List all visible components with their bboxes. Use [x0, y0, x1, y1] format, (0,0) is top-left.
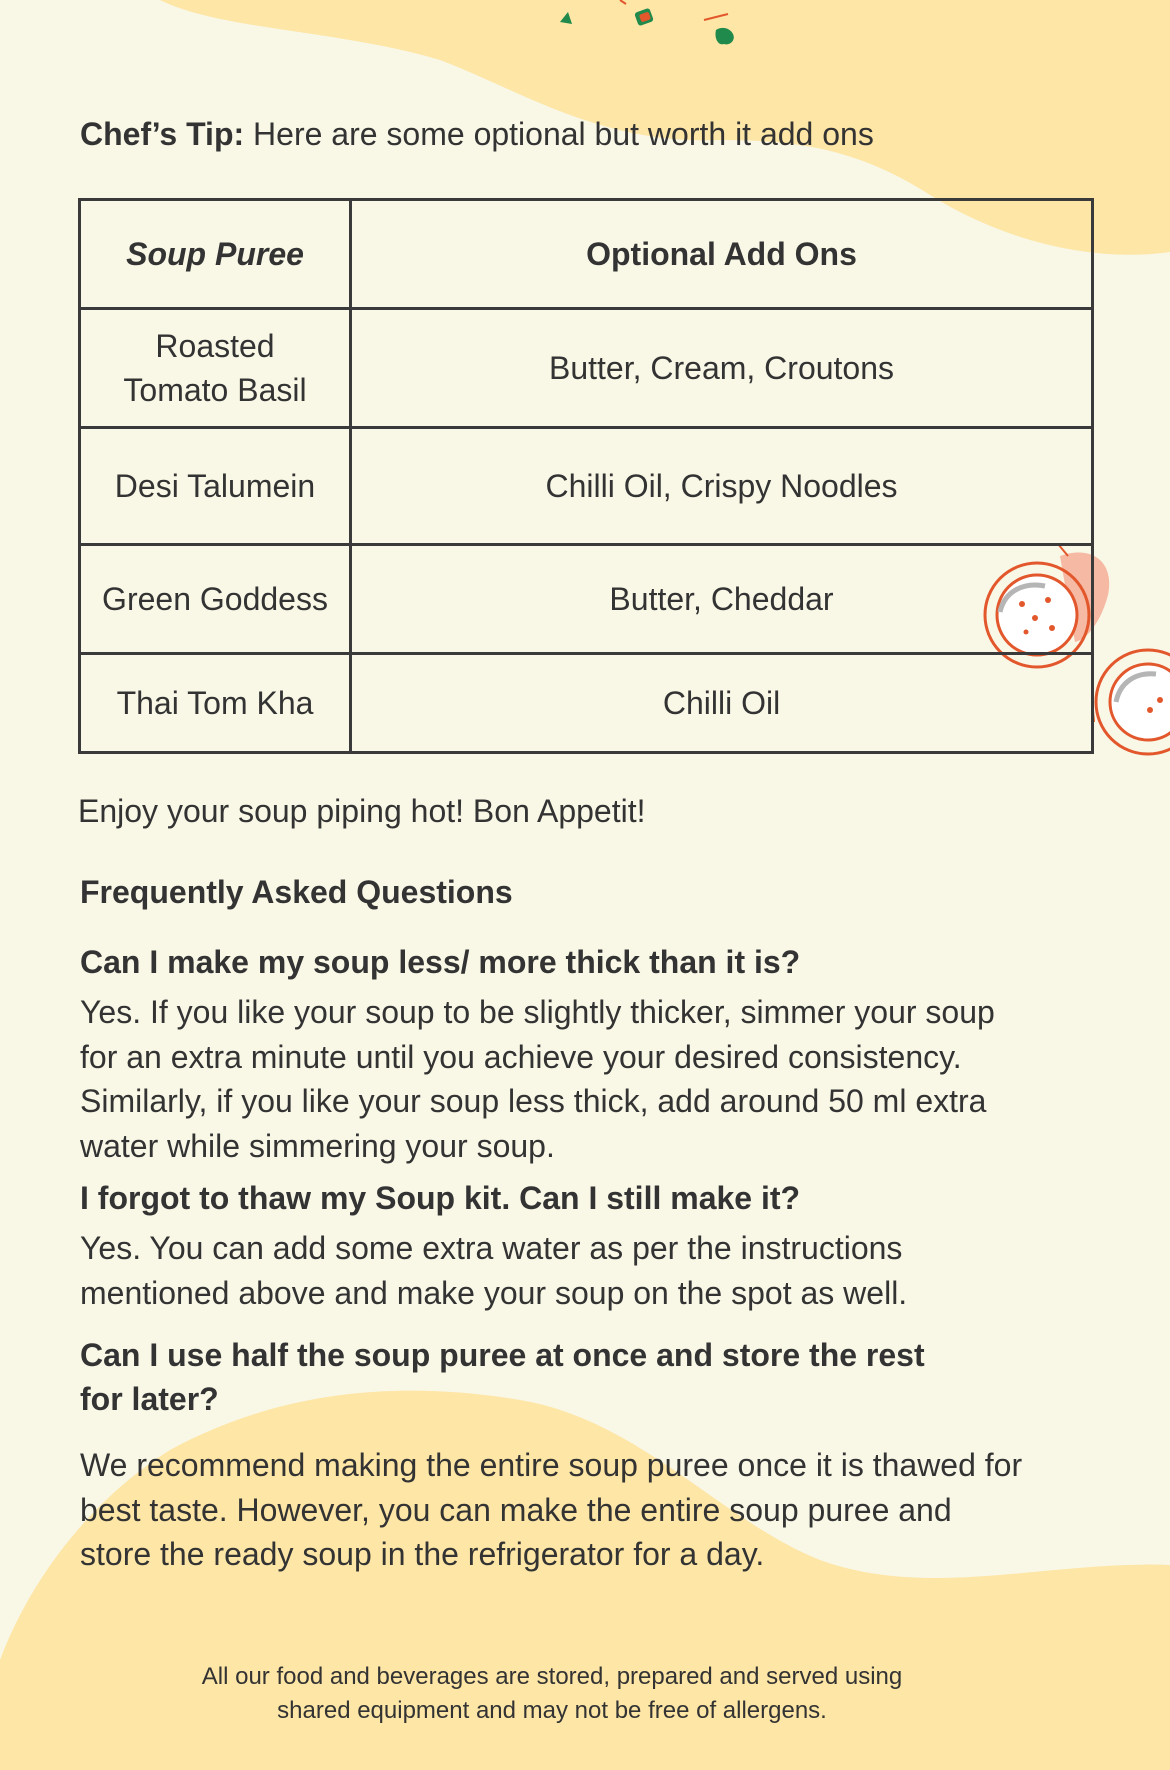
- soup-name-cell: Thai Tom Kha: [80, 654, 351, 753]
- soup-name-line: Tomato Basil: [123, 372, 307, 408]
- addons-cell: Butter, Cream, Croutons: [351, 309, 1093, 428]
- table-header-row: [80, 200, 1093, 309]
- table-row: [80, 428, 1093, 545]
- faq-question-line: Can I use half the soup puree at once and store the rest: [80, 1337, 925, 1373]
- disclaimer-line: All our food and beverages are stored, prepared and served using: [201, 1663, 903, 1690]
- faq-answer-line: water while simmering your soup.: [80, 1127, 555, 1164]
- faq-question: I forgot to thaw my Soup kit. Can I still make it?: [80, 1180, 801, 1216]
- closing-line: Enjoy your soup piping hot! Bon Appetit!: [78, 793, 646, 829]
- faq-title: Frequently Asked Questions: [80, 874, 513, 910]
- addons-table: [78, 198, 1094, 754]
- allergen-disclaimer: [0, 1660, 1104, 1728]
- addons-cell: Butter, Cheddar: [351, 545, 1093, 654]
- soup-name-cell: Green Goddess: [80, 545, 351, 654]
- soup-name-line: Roasted: [155, 328, 275, 364]
- header-optional-add-ons: Optional Add Ons: [351, 200, 1093, 309]
- chefs-tip-text: Here are some optional but worth it add ons: [244, 116, 874, 152]
- table-row: [80, 545, 1093, 654]
- faq-answer: [80, 1443, 1080, 1577]
- faq-question: Can I make my soup less/ more thick than it is?: [80, 944, 801, 980]
- faq-answer-line: Yes. If you like your soup to be slightly thicker, simmer your soup: [80, 994, 995, 1030]
- faq-answer-line: We recommend making the entire soup puree once it is thawed for: [80, 1447, 1023, 1483]
- faq-question: [80, 1333, 1020, 1421]
- addons-cell: Chilli Oil: [351, 654, 1093, 753]
- table-row: [80, 309, 1093, 428]
- chefs-tip: [80, 116, 874, 153]
- soup-name-cell: Desi Talumein: [80, 428, 351, 545]
- faq-answer-line: for an extra minute until you achieve your desired consistency.: [80, 1038, 962, 1075]
- faq-answer-line: best taste. However, you can make the entire soup puree and: [80, 1491, 952, 1528]
- chefs-tip-label: Chef’s Tip:: [80, 116, 245, 152]
- faq-answer: [80, 1226, 1080, 1315]
- faq-question-line: for later?: [80, 1381, 219, 1417]
- table-row: [80, 654, 1093, 753]
- faq-answer-line: Yes. You can add some extra water as per the instructions: [80, 1230, 903, 1266]
- faq-answer-line: Similarly, if you like your soup less thick, add around 50 ml extra: [80, 1083, 987, 1119]
- faq-answer: [80, 990, 1080, 1168]
- header-soup-puree: Soup Puree: [80, 200, 351, 309]
- faq-answer-line: mentioned above and make your soup on the spot as well.: [80, 1274, 908, 1311]
- faq-answer-line: store the ready soup in the refrigerator for a day.: [80, 1536, 765, 1572]
- disclaimer-line: shared equipment and may not be free of allergens.: [277, 1697, 827, 1724]
- addons-cell: Chilli Oil, Crispy Noodles: [351, 428, 1093, 545]
- soup-name-cell: [80, 309, 351, 428]
